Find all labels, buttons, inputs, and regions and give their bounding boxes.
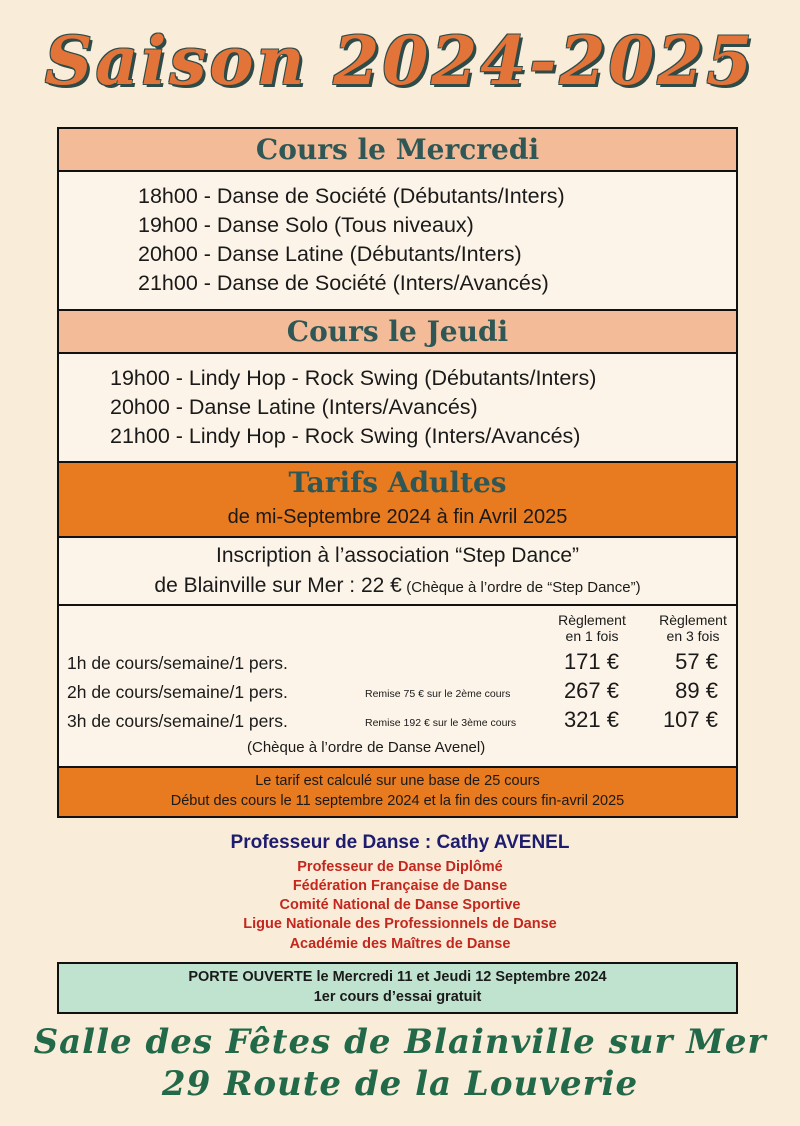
col-header-3fois [648, 612, 738, 644]
inscription-line1: Inscription à l’association “Step Dance” [215, 544, 579, 567]
mercredi-schedule [57, 170, 738, 311]
price-table [57, 604, 738, 768]
venue-name: Salle des Fêtes de Blainville sur Mer [33, 1022, 767, 1062]
venue-address: 29 Route de la Louverie [161, 1064, 639, 1104]
mercredi-line: 21h00 - Danse de Société (Inters/Avancés) [138, 271, 549, 295]
tarif-footer [57, 766, 738, 818]
inscription-box [57, 536, 738, 606]
jeudi-schedule [57, 352, 738, 463]
jeudi-line: 21h00 - Lindy Hop - Rock Swing (Inters/Avancés) [110, 424, 581, 448]
col-header-text: en 3 fois [666, 628, 720, 644]
jeudi-header [57, 309, 738, 354]
professor-credential: Fédération Française de Danse [292, 878, 508, 894]
col-header-text: Règlement [659, 612, 727, 628]
professor-name: Professeur de Danse : Cathy AVENEL [230, 832, 570, 853]
professor-credential: Professeur de Danse Diplômé [297, 859, 503, 875]
tarif-row-label: 2h de cours/semaine/1 pers. [67, 682, 288, 702]
tarif-footer-line2: Début des cours le 11 septembre 2024 et la fin des cours fin-avril 2025 [170, 793, 625, 809]
mercredi-line: 20h00 - Danse Latine (Débutants/Inters) [138, 242, 522, 266]
tarif-row-label: 3h de cours/semaine/1 pers. [67, 711, 288, 731]
mercredi-line: 18h00 - Danse de Société (Débutants/Inters) [138, 184, 565, 208]
porte-ouverte-line1: PORTE OUVERTE le Mercredi 11 et Jeudi 12 Septembre 2024 [188, 969, 607, 985]
inscription-note: (Chèque à l’ordre de “Step Dance”) [406, 579, 641, 596]
cheque-note: (Chèque à l’ordre de Danse Avenel) [247, 739, 486, 756]
jeudi-heading: Cours le Jeudi [286, 315, 509, 348]
price-3fois: 57 € [675, 649, 718, 674]
porte-ouverte-line2: 1er cours d’essai gratuit [313, 989, 482, 1005]
professor-credential: Ligue Nationale des Professionnels de Danse [243, 916, 557, 932]
price-1fois: 171 € [563, 649, 619, 674]
price-1fois: 267 € [563, 678, 619, 703]
tarif-row-label: 1h de cours/semaine/1 pers. [67, 653, 288, 673]
tarifs-header [57, 461, 738, 538]
tarifs-period: de mi-Septembre 2024 à fin Avril 2025 [227, 506, 568, 528]
jeudi-line: 19h00 - Lindy Hop - Rock Swing (Débutants/Inters) [110, 366, 597, 390]
remise-note: Remise 192 € sur le 3ème cours [365, 717, 517, 729]
col-header-text: Règlement [558, 612, 626, 628]
price-1fois: 321 € [563, 707, 619, 732]
col-header-1fois [547, 612, 637, 644]
remise-note: Remise 75 € sur le 2ème cours [365, 688, 511, 700]
col-header-text: en 1 fois [565, 628, 619, 644]
tarif-footer-line1: Le tarif est calculé sur une base de 25 cours [255, 773, 540, 789]
professor-credential: Comité National de Danse Sportive [279, 897, 521, 913]
tarifs-heading: Tarifs Adultes [288, 466, 507, 499]
professor-credential: Académie des Maîtres de Danse [289, 936, 511, 952]
inscription-line2: de Blainville sur Mer : 22 € [154, 574, 402, 597]
price-3fois: 89 € [675, 678, 718, 703]
mercredi-header [57, 127, 738, 172]
jeudi-line: 20h00 - Danse Latine (Inters/Avancés) [110, 395, 478, 419]
porte-ouverte-box [57, 962, 738, 1014]
mercredi-line: 19h00 - Danse Solo (Tous niveaux) [138, 213, 474, 237]
mercredi-heading: Cours le Mercredi [255, 133, 540, 166]
season-title: Saison 2024-2025 [44, 22, 756, 100]
price-3fois: 107 € [662, 707, 718, 732]
